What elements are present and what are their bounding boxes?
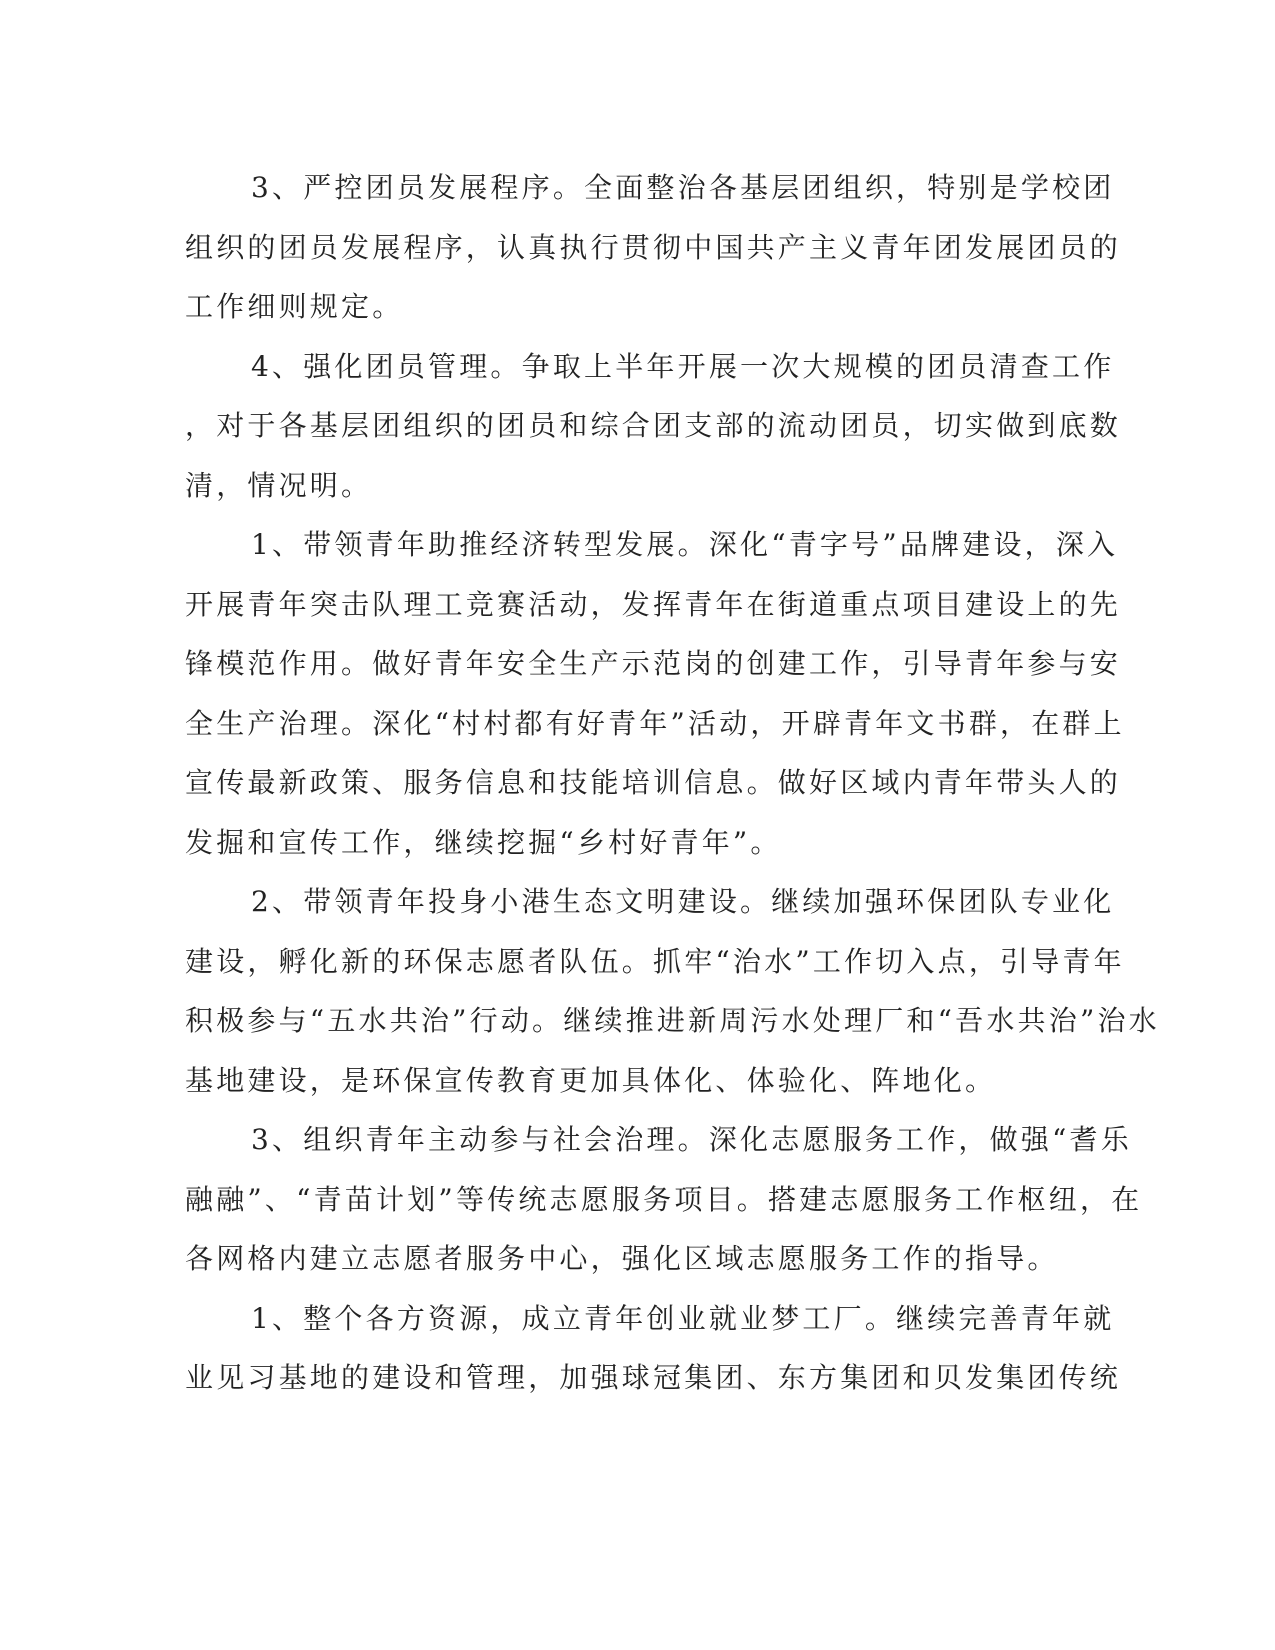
text-line: 工作细则规定。	[185, 290, 404, 323]
text-line: 3、组织青年主动参与社会治理。深化志愿服务工作，做强“耆乐	[251, 1123, 1132, 1156]
text-line: 各网格内建立志愿者服务中心，强化区域志愿服务工作的指导。	[185, 1242, 1059, 1275]
text-line: 清，情况明。	[185, 468, 373, 502]
paragraph	[185, 337, 1122, 516]
text-line: 建设，孵化新的环保志愿者队伍。抓牢“治水”工作切入点，引导青年	[185, 944, 1125, 978]
text-line: 4、强化团员管理。争取上半年开展一次大规模的团员清查工作	[251, 349, 1115, 383]
text-line: 2、带领青年投身小港生态文明建设。继续加强环保团队专业化	[251, 885, 1115, 918]
paragraph	[185, 872, 1160, 1110]
text-line: 开展青年突击队理工竞赛活动，发挥青年在街道重点项目建设上的先	[185, 587, 1122, 621]
document-body	[185, 158, 1160, 1408]
text-line: 积极参与“五水共治”行动。继续推进新周污水处理厂和“吾水共治”治水	[185, 1004, 1160, 1037]
text-line: 发掘和宣传工作，继续挖掘“乡村好青年”。	[185, 825, 782, 859]
text-line: 3、严控团员发展程序。全面整治各基层团组织，特别是学校团	[251, 171, 1115, 204]
text-line: 业见习基地的建设和管理，加强球冠集团、东方集团和贝发集团传统	[185, 1361, 1122, 1394]
paragraph	[185, 1110, 1143, 1289]
text-line: 基地建设，是环保宣传教育更加具体化、体验化、阵地化。	[185, 1063, 997, 1097]
text-line: 全生产治理。深化“村村都有好青年”活动，开辟青年文书群，在群上	[185, 706, 1125, 740]
text-line: 组织的团员发展程序，认真执行贯彻中国共产主义青年团发展团员的	[185, 230, 1122, 264]
text-line: ，对于各基层团组织的团员和综合团支部的流动团员，切实做到底数	[185, 409, 1122, 442]
paragraph	[185, 158, 1122, 337]
text-line: 宣传最新政策、服务信息和技能培训信息。做好区域内青年带头人的	[185, 766, 1122, 799]
text-line: 融融”、“青苗计划”等传统志愿服务项目。搭建志愿服务工作枢纽，在	[185, 1182, 1143, 1216]
text-line: 1、整个各方资源，成立青年创业就业梦工厂。继续完善青年就	[251, 1301, 1115, 1335]
paragraph	[185, 515, 1125, 872]
paragraph	[185, 1289, 1122, 1408]
text-line: 锋模范作用。做好青年安全生产示范岗的创建工作，引导青年参与安	[185, 647, 1122, 680]
text-line: 1、带领青年助推经济转型发展。深化“青字号”品牌建设，深入	[251, 528, 1119, 561]
